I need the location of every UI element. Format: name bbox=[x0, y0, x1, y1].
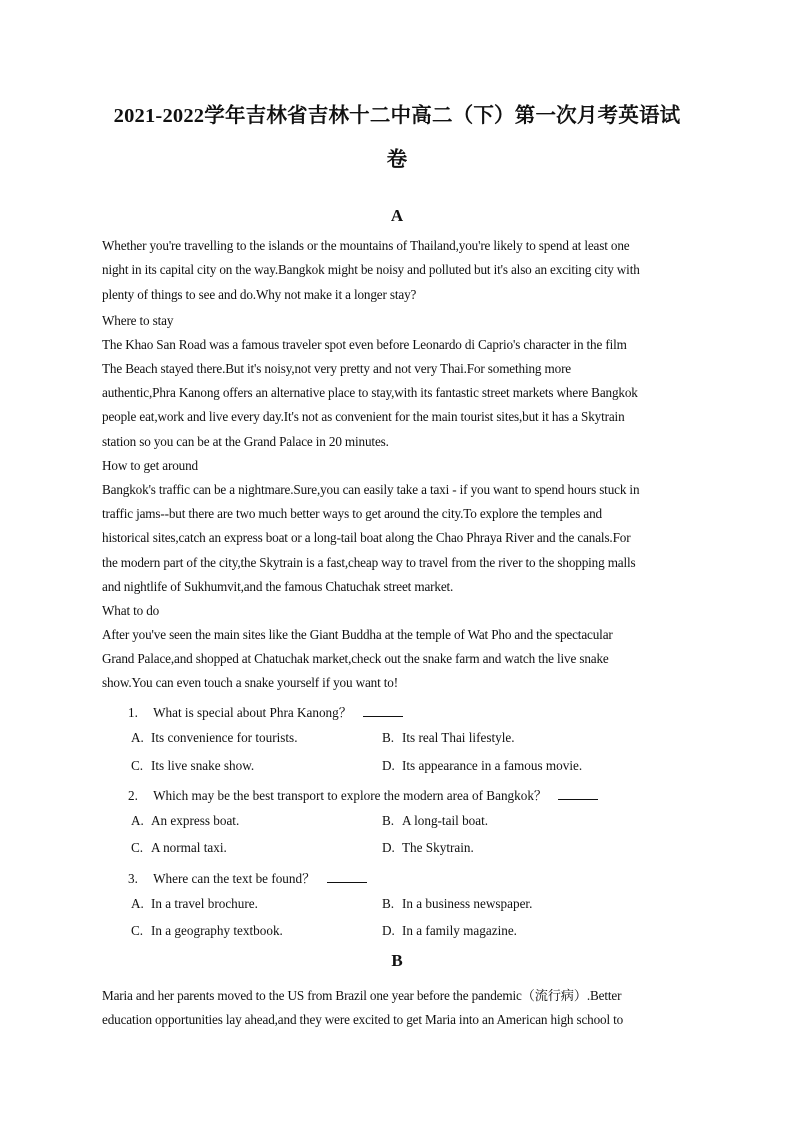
question-2-option-a[interactable] bbox=[131, 813, 239, 829]
answer-blank[interactable] bbox=[327, 870, 367, 883]
question-2 bbox=[128, 785, 598, 804]
answer-blank[interactable] bbox=[363, 704, 403, 717]
question-3-option-d[interactable] bbox=[382, 923, 517, 939]
option-letter: C. bbox=[131, 840, 144, 855]
subheading-where-to-stay: Where to stay bbox=[102, 313, 174, 328]
question-number: 3. bbox=[128, 871, 138, 886]
question-1-option-d[interactable] bbox=[382, 758, 582, 774]
option-text: In a travel brochure. bbox=[151, 896, 258, 911]
option-letter: D. bbox=[382, 840, 395, 855]
passage-a-line: The Beach stayed there.But it's noisy,not very pretty and not very Thai.For something more bbox=[102, 361, 572, 376]
option-letter: D. bbox=[382, 923, 395, 938]
option-text: A long-tail boat. bbox=[402, 813, 489, 828]
passage-b-line: education opportunities lay ahead,and they were excited to get Maria into an American high school to bbox=[102, 1012, 624, 1027]
option-letter: A. bbox=[131, 896, 144, 911]
section-a-heading: A bbox=[390, 206, 404, 225]
question-1 bbox=[128, 702, 403, 721]
option-letter: B. bbox=[382, 813, 395, 828]
question-text: Where can the text be found？ bbox=[153, 871, 316, 886]
subheading-what-to-do: What to do bbox=[102, 603, 160, 618]
question-2-option-d[interactable] bbox=[382, 840, 474, 856]
section-b-heading: B bbox=[391, 951, 403, 970]
passage-a-line: plenty of things to see and do.Why not make it a longer stay? bbox=[102, 287, 417, 302]
passage-a-line: The Khao San Road was a famous traveler spot even before Leonardo di Caprio's character in the film bbox=[102, 337, 627, 352]
question-3 bbox=[128, 868, 367, 887]
question-number: 2. bbox=[128, 788, 138, 803]
option-letter: B. bbox=[382, 896, 395, 911]
passage-a-line: After you've seen the main sites like the Giant Buddha at the temple of Wat Pho and the spectacular bbox=[102, 627, 613, 642]
question-1-option-c[interactable] bbox=[131, 758, 254, 774]
passage-a-line: authentic,Phra Kanong offers an alternative place to stay,with its fantastic street markets where Bangkok bbox=[102, 385, 638, 400]
answer-blank[interactable] bbox=[558, 787, 598, 800]
option-text: The Skytrain. bbox=[402, 840, 474, 855]
option-text: An express boat. bbox=[151, 813, 240, 828]
option-text: Its real Thai lifestyle. bbox=[402, 730, 515, 745]
question-text: Which may be the best transport to explore the modern area of Bangkok？ bbox=[153, 788, 548, 803]
option-letter: C. bbox=[131, 923, 144, 938]
question-3-option-a[interactable] bbox=[131, 896, 258, 912]
question-text: What is special about Phra Kanong？ bbox=[153, 705, 352, 720]
passage-a-line: station so you can be at the Grand Palace in 20 minutes. bbox=[102, 434, 389, 449]
subheading-how-to-get-around: How to get around bbox=[102, 458, 198, 473]
question-3-option-b[interactable] bbox=[382, 896, 532, 912]
option-text: In a business newspaper. bbox=[402, 896, 533, 911]
option-letter: B. bbox=[382, 730, 395, 745]
passage-a-line: night in its capital city on the way.Bangkok might be noisy and polluted but it's also an exciting city with bbox=[102, 262, 640, 277]
passage-a-line: show.You can even touch a snake yourself if you want to! bbox=[102, 675, 398, 690]
passage-a-line: and nightlife of Sukhumvit,and the famous Chatuchak street market. bbox=[102, 579, 454, 594]
option-text: Its live snake show. bbox=[151, 758, 255, 773]
option-letter: A. bbox=[131, 813, 144, 828]
passage-a-line: Grand Palace,and shopped at Chatuchak market,check out the snake farm and watch the live snake bbox=[102, 651, 609, 666]
option-text: Its appearance in a famous movie. bbox=[402, 758, 583, 773]
question-2-option-b[interactable] bbox=[382, 813, 488, 829]
passage-b-line: Maria and her parents moved to the US from Brazil one year before the pandemic（流行病）.Better bbox=[102, 988, 622, 1003]
option-letter: C. bbox=[131, 758, 144, 773]
option-text: In a family magazine. bbox=[402, 923, 517, 938]
option-text: In a geography textbook. bbox=[151, 923, 283, 938]
question-1-option-b[interactable] bbox=[382, 730, 515, 746]
passage-a-line: people eat,work and live every day.It's not as convenient for the main tourist sites,but it has a Skytrain bbox=[102, 409, 625, 424]
question-1-option-a[interactable] bbox=[131, 730, 298, 746]
option-letter: D. bbox=[382, 758, 395, 773]
passage-a-line: the modern part of the city,the Skytrain is a fast,cheap way to travel from the river to the shopping malls bbox=[102, 555, 636, 570]
option-text: A normal taxi. bbox=[151, 840, 227, 855]
passage-a-line: traffic jams--but there are two much better ways to get around the city.To explore the temples and bbox=[102, 506, 602, 521]
question-2-option-c[interactable] bbox=[131, 840, 227, 856]
passage-a-line: historical sites,catch an express boat or a long-tail boat along the Chao Phraya River and the canals.For bbox=[102, 530, 631, 545]
question-number: 1. bbox=[128, 705, 138, 720]
question-3-option-c[interactable] bbox=[131, 923, 283, 939]
option-text: Its convenience for tourists. bbox=[151, 730, 298, 745]
passage-a-line: Bangkok's traffic can be a nightmare.Sure,you can easily take a taxi - if you want to spend hours stuck in bbox=[102, 482, 640, 497]
exam-title-line-2: 卷 bbox=[386, 149, 408, 171]
exam-title-line-1: 2021-2022学年吉林省吉林十二中高二（下）第一次月考英语试 bbox=[113, 105, 681, 127]
option-letter: A. bbox=[131, 730, 144, 745]
passage-a-line: Whether you're travelling to the islands or the mountains of Thailand,you're likely to spend at least one bbox=[102, 238, 630, 253]
